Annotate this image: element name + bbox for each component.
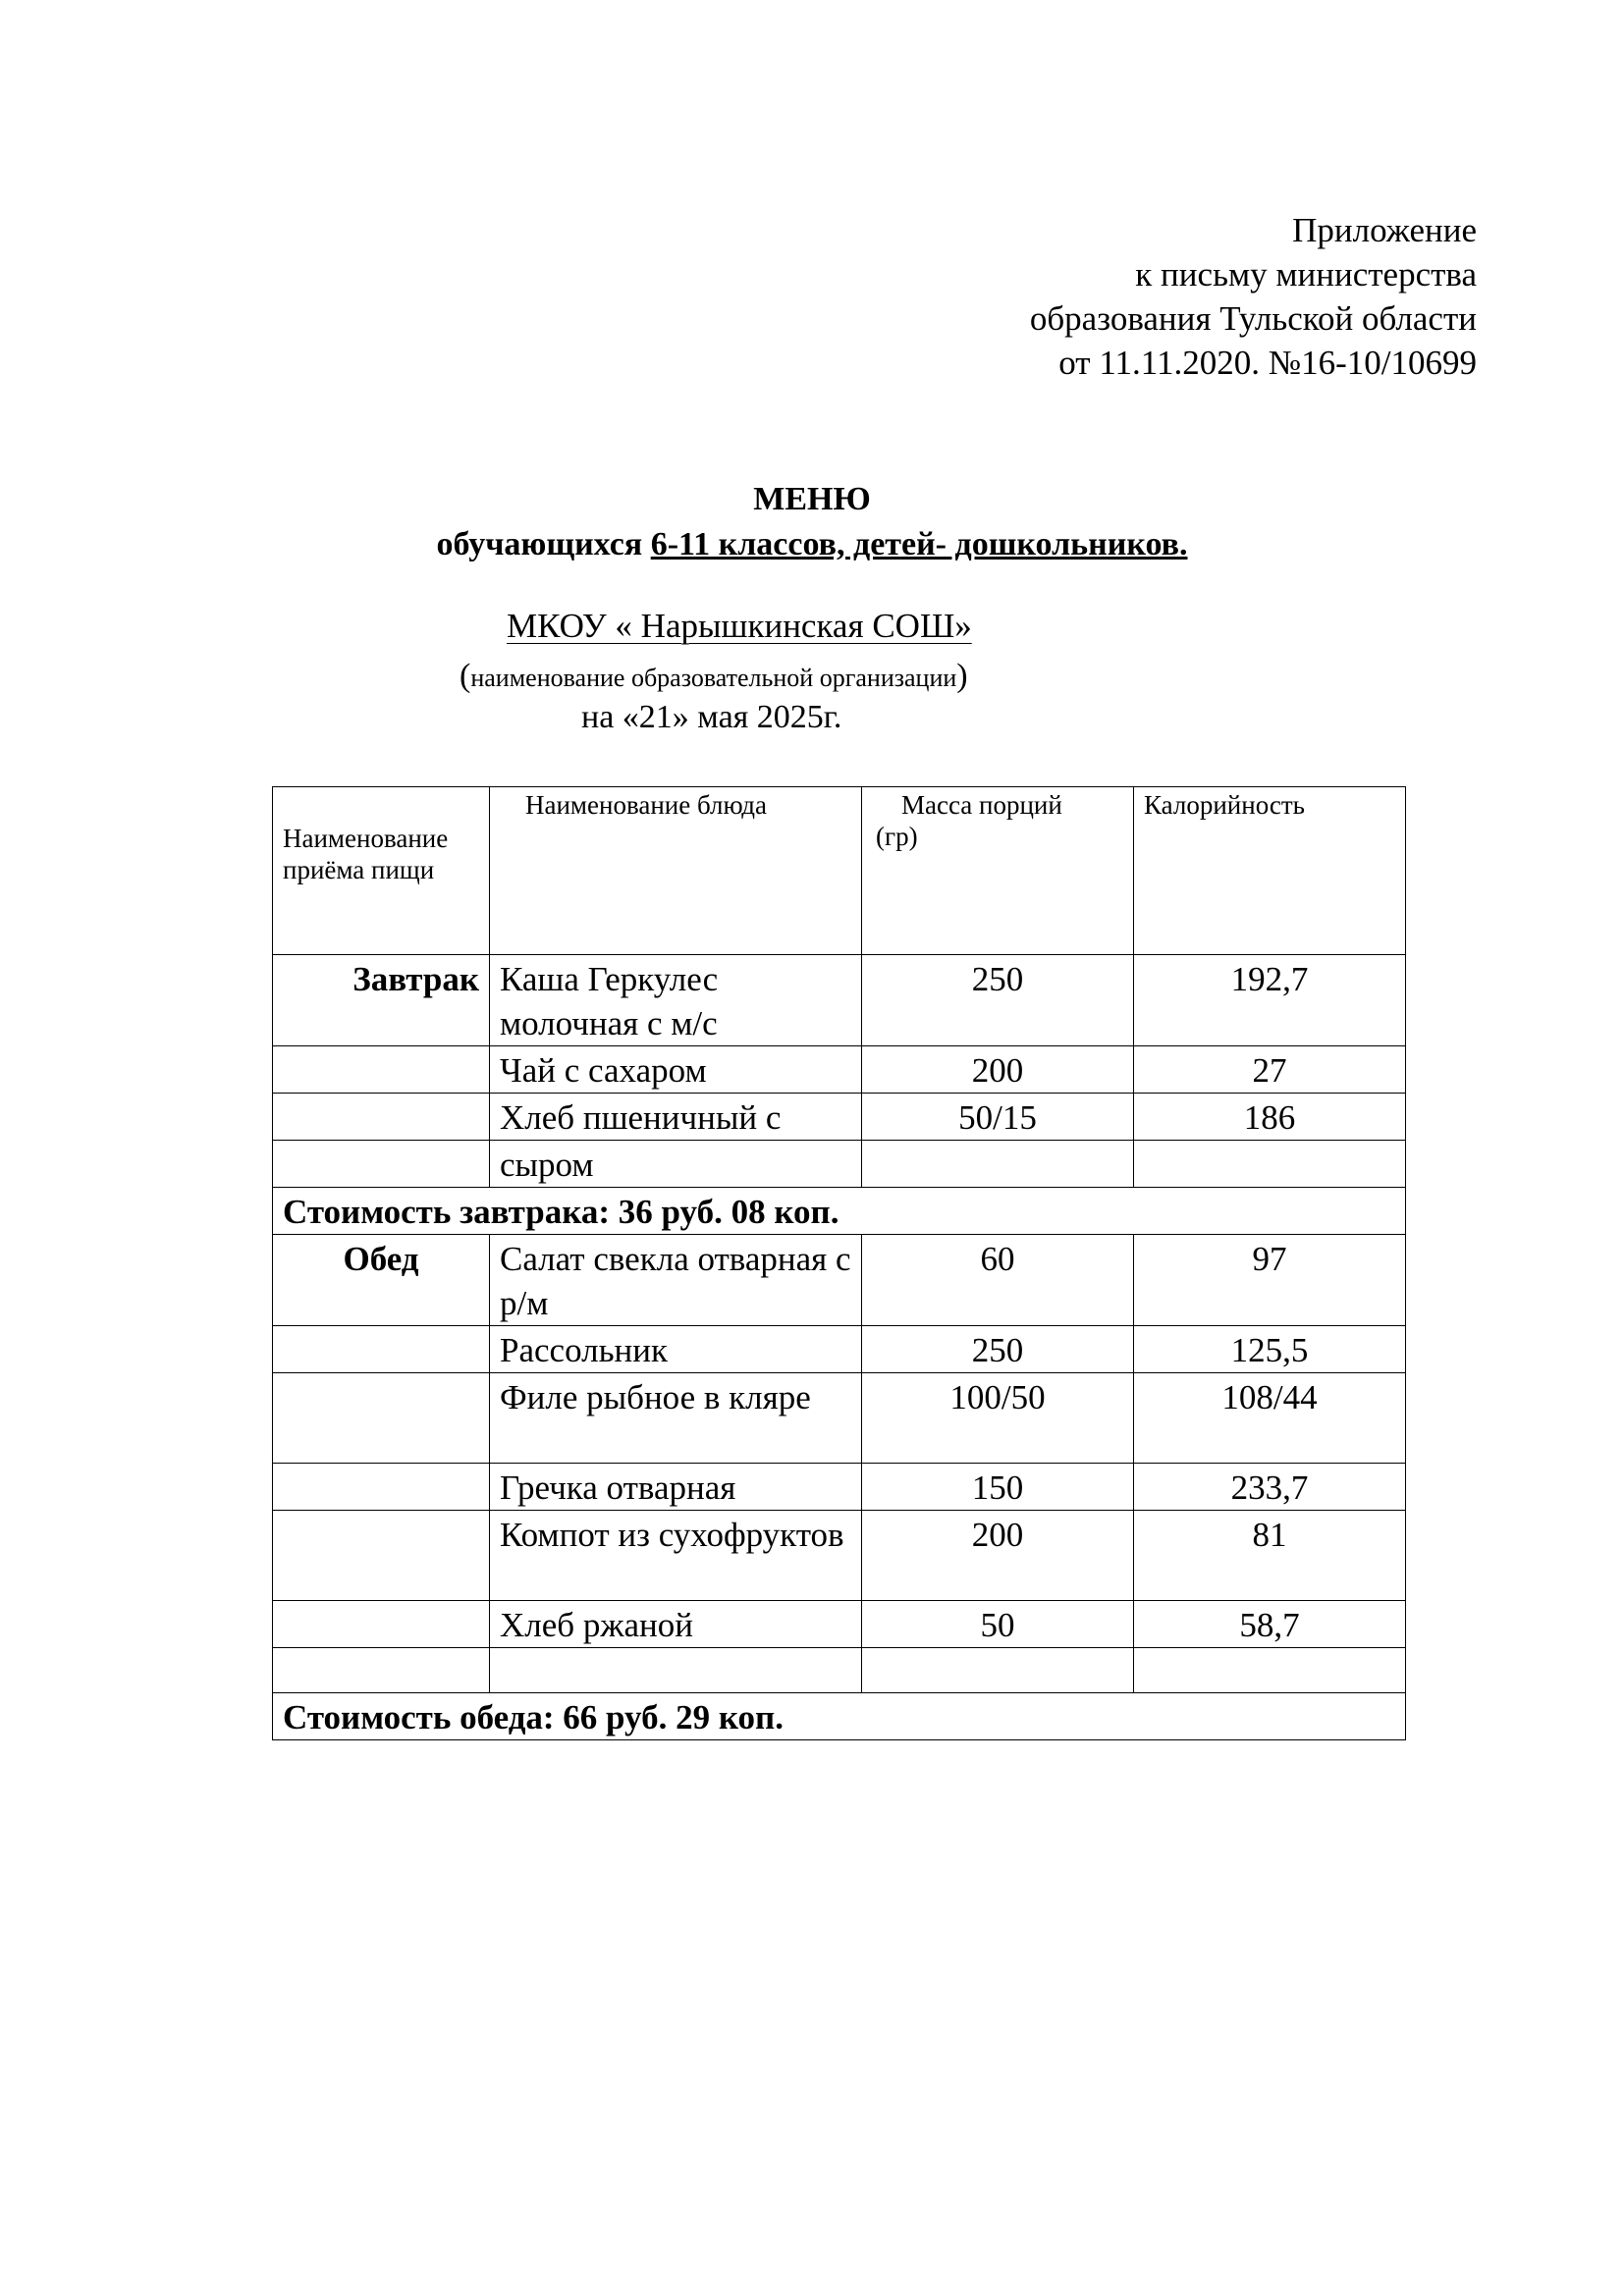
subtitle-prefix: обучающихся	[436, 526, 651, 562]
empty-cell	[273, 1648, 490, 1693]
mass-cell: 250	[862, 955, 1134, 1046]
calories-cell: 58,7	[1134, 1601, 1406, 1648]
empty-cell	[490, 1648, 862, 1693]
organization-name: МКОУ « Нарышкинская СОШ»	[507, 607, 972, 645]
appendix-line: образования Тульской области	[1029, 299, 1477, 338]
meal-cell-empty	[273, 1141, 490, 1188]
menu-date: на «21» мая 2025г.	[581, 699, 842, 735]
appendix-line: от 11.11.2020. №16-10/10699	[1058, 344, 1477, 382]
dish-cell: Компот из сухофруктов	[490, 1511, 862, 1601]
calories-cell: 192,7	[1134, 955, 1406, 1046]
mass-cell: 250	[862, 1326, 1134, 1373]
mass-cell	[862, 1141, 1134, 1188]
dish-cell: сыром	[490, 1141, 862, 1188]
table-row	[273, 1601, 1406, 1648]
dish-cell: Хлеб ржаной	[490, 1601, 862, 1648]
mass-cell: 200	[862, 1046, 1134, 1094]
mass-cell: 150	[862, 1464, 1134, 1511]
mass-cell: 60	[862, 1235, 1134, 1326]
calories-cell: 27	[1134, 1046, 1406, 1094]
table-row	[273, 955, 1406, 1046]
table-row	[273, 1094, 1406, 1141]
dish-cell: Гречка отварная	[490, 1464, 862, 1511]
dish-cell: Чай с сахаром	[490, 1046, 862, 1094]
meal-cell-empty	[273, 1094, 490, 1141]
menu-subtitle	[0, 526, 1624, 563]
calories-cell: 97	[1134, 1235, 1406, 1326]
dish-cell: Филе рыбное в кляре	[490, 1373, 862, 1464]
dish-cell: Рассольник	[490, 1326, 862, 1373]
table-row	[273, 1464, 1406, 1511]
appendix-line: к письму министерства	[1135, 255, 1477, 294]
meal-cell-empty	[273, 1601, 490, 1648]
meal-cell-empty	[273, 1046, 490, 1094]
meal-lunch: Обед	[273, 1235, 490, 1326]
organization-caption-text: наименование образовательной организации	[470, 664, 957, 692]
dish-cell: Салат свекла отварная с р/м	[490, 1235, 862, 1326]
table-header-row	[273, 787, 1406, 955]
meal-cell-empty	[273, 1326, 490, 1373]
table-row	[273, 1326, 1406, 1373]
table-row	[273, 1235, 1406, 1326]
menu-table	[272, 786, 1406, 1740]
header-mass-line1: Масса порций	[901, 790, 1062, 820]
calories-cell: 108/44	[1134, 1373, 1406, 1464]
organization-caption: (наименование образовательной организации)	[460, 658, 968, 694]
header-mass	[862, 787, 1134, 955]
table-row-empty	[273, 1648, 1406, 1693]
empty-cell	[1134, 1648, 1406, 1693]
mass-cell: 50	[862, 1601, 1134, 1648]
meal-breakfast: Завтрак	[273, 955, 490, 1046]
menu-title: МЕНЮ	[753, 481, 871, 517]
calories-cell: 125,5	[1134, 1326, 1406, 1373]
dish-cell: Хлеб пшеничный с	[490, 1094, 862, 1141]
lunch-cost: Стоимость обеда: 66 руб. 29 коп.	[273, 1693, 1406, 1740]
dish-cell: Каша Геркулес молочная с м/с	[490, 955, 862, 1046]
meal-cell-empty	[273, 1464, 490, 1511]
mass-cell: 50/15	[862, 1094, 1134, 1141]
mass-cell: 200	[862, 1511, 1134, 1601]
calories-cell: 81	[1134, 1511, 1406, 1601]
subtitle-underlined: 6-11 классов, детей- дошкольников.	[650, 526, 1188, 562]
header-meal: Наименование приёма пищи	[273, 787, 490, 955]
mass-cell: 100/50	[862, 1373, 1134, 1464]
table-row	[273, 1373, 1406, 1464]
calories-cell	[1134, 1141, 1406, 1188]
empty-cell	[862, 1648, 1134, 1693]
table-row	[273, 1046, 1406, 1094]
header-dish: Наименование блюда	[490, 787, 862, 955]
header-mass-line2: (гр)	[876, 822, 918, 851]
header-calories: Калорийность	[1134, 787, 1406, 955]
appendix-block	[1030, 208, 1477, 385]
lunch-cost-row	[273, 1693, 1406, 1740]
calories-cell: 186	[1134, 1094, 1406, 1141]
breakfast-cost-row	[273, 1188, 1406, 1235]
breakfast-cost: Стоимость завтрака: 36 руб. 08 коп.	[273, 1188, 1406, 1235]
meal-cell-empty	[273, 1373, 490, 1464]
appendix-line: Приложение	[1292, 211, 1477, 249]
table-row	[273, 1141, 1406, 1188]
table-row	[273, 1511, 1406, 1601]
meal-cell-empty	[273, 1511, 490, 1601]
calories-cell: 233,7	[1134, 1464, 1406, 1511]
